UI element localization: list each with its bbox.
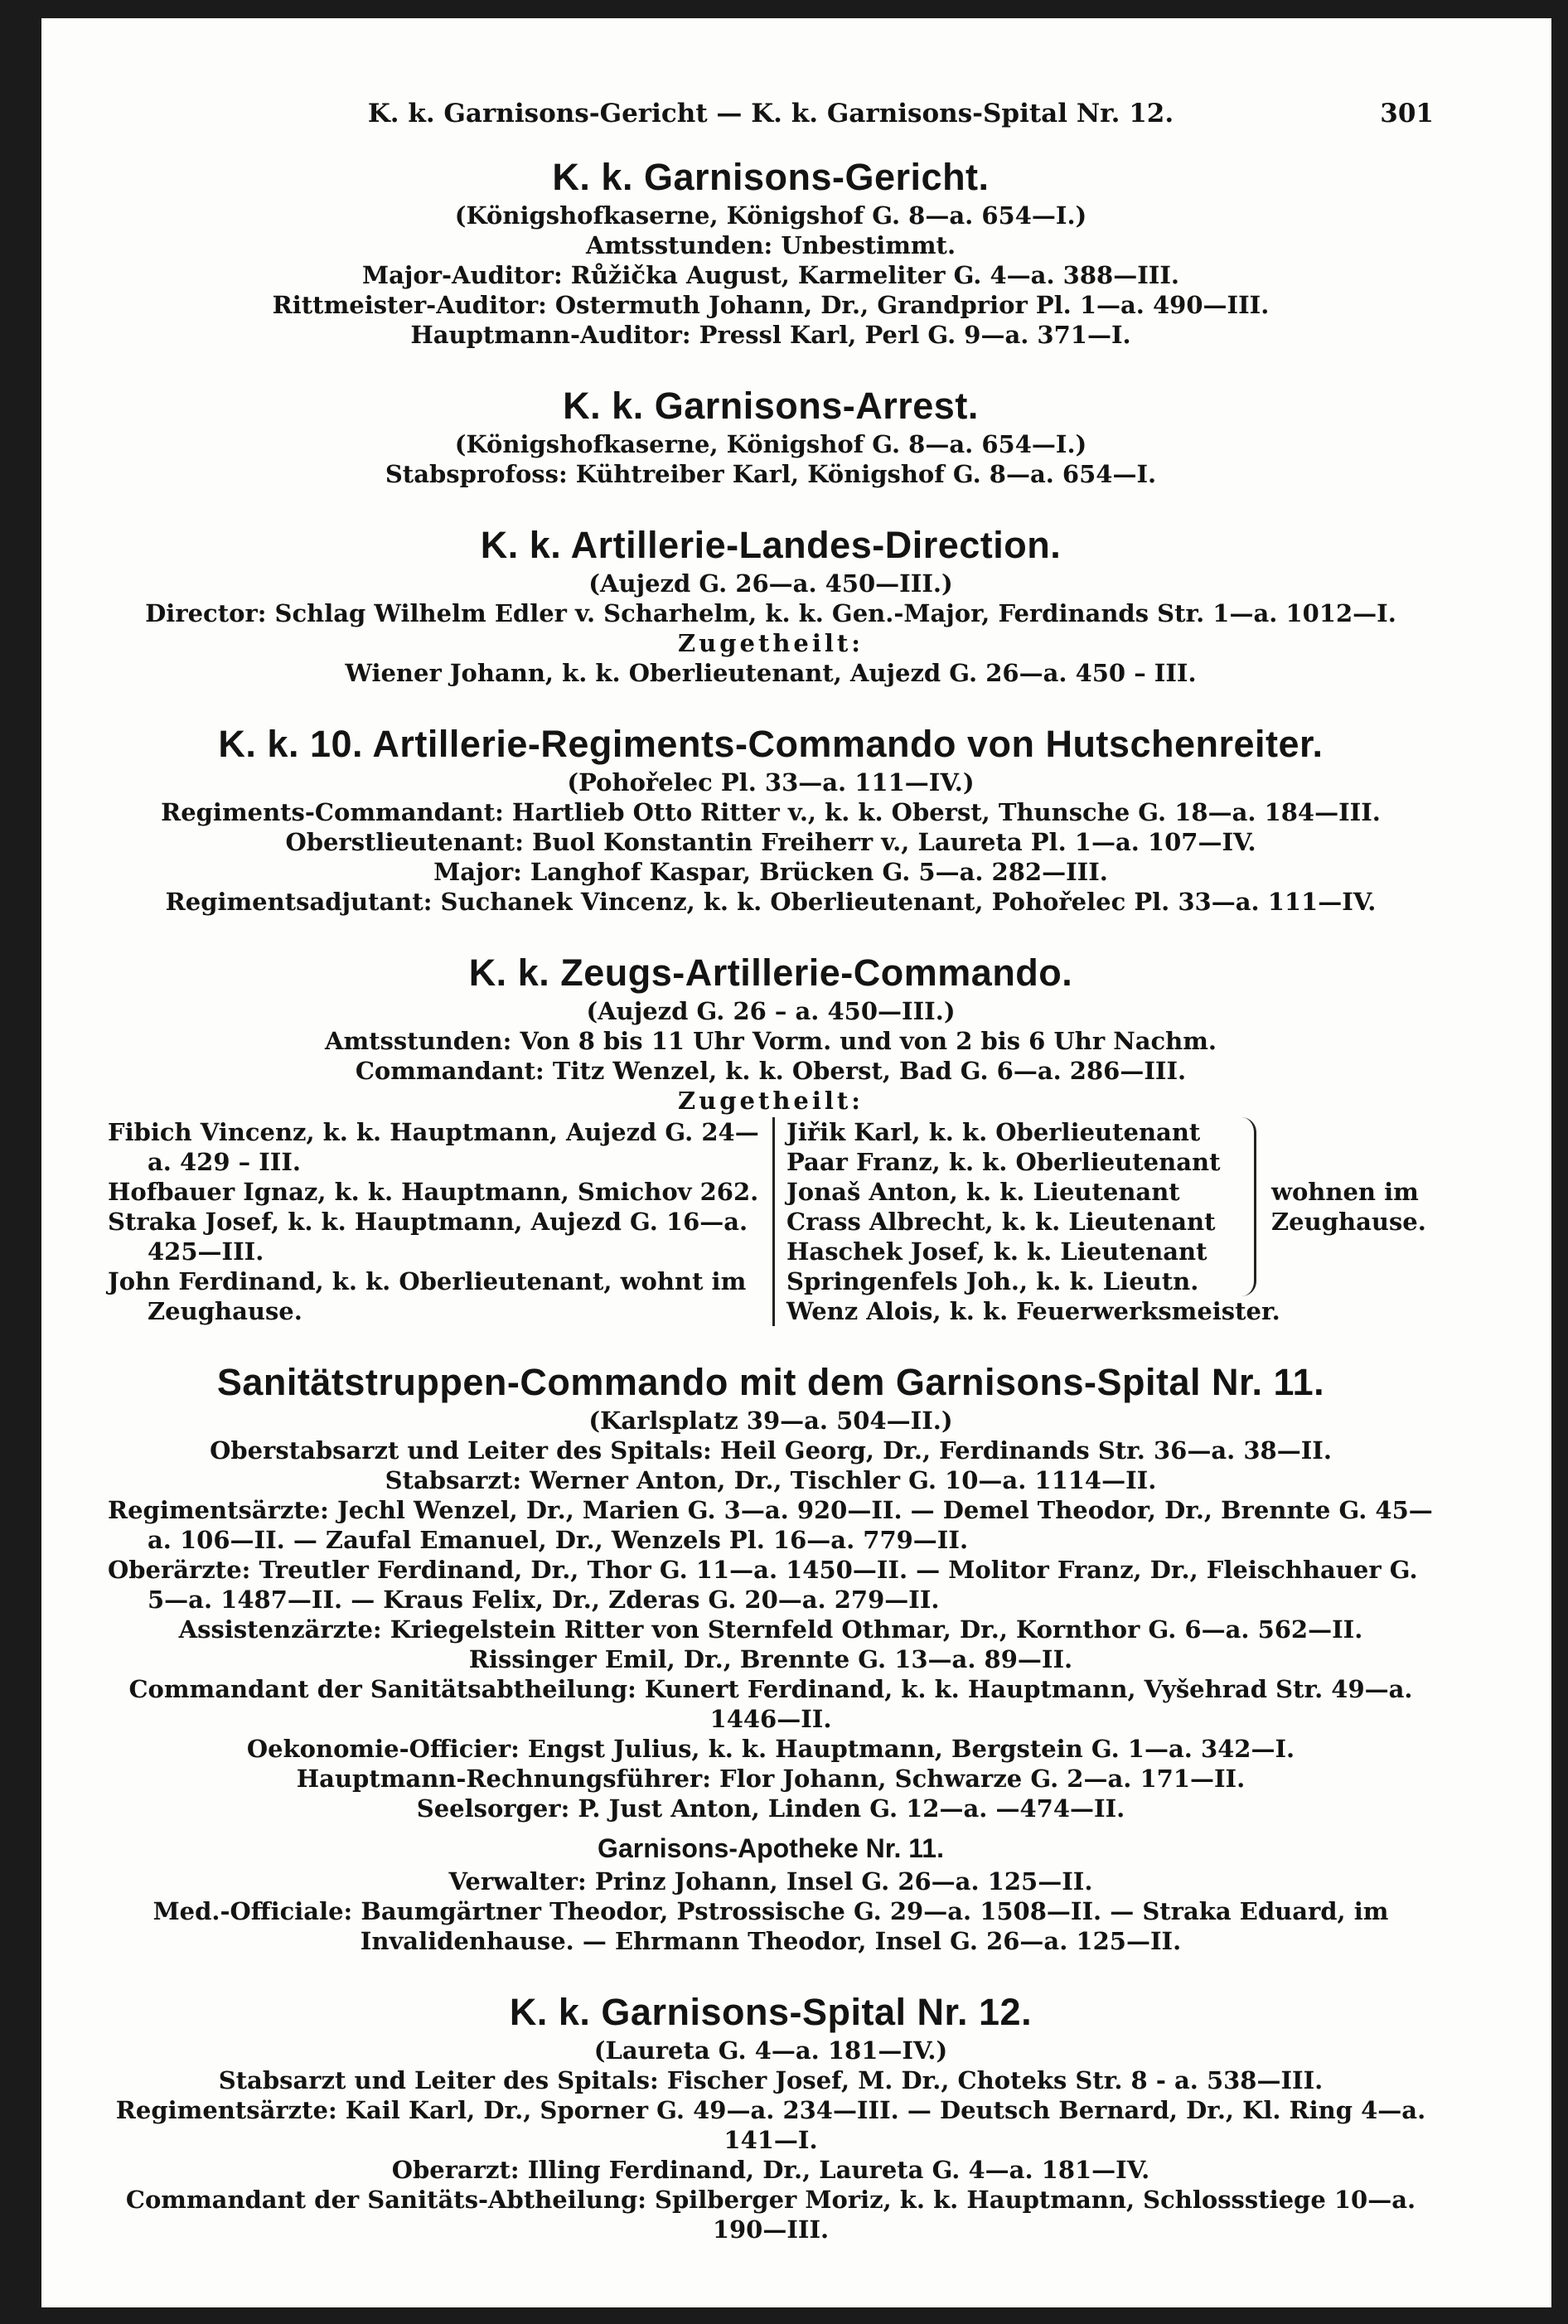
section-zeugs-artillerie xyxy=(108,950,1434,1326)
entry-line: Commandant: Titz Wenzel, k. k. Oberst, Bad G. 6—a. 286—III. xyxy=(355,1057,1187,1085)
section-garnisons-arrest xyxy=(108,383,1434,489)
zugetheilt-right-column xyxy=(786,1117,1280,1326)
list-item: Jiřik Karl, k. k. Oberlieutenant xyxy=(786,1118,1201,1146)
list-item: Paar Franz, k. k. Oberlieutenant xyxy=(786,1148,1221,1176)
page-content xyxy=(108,94,1434,2244)
list-item: Haschek Josef, k. k. Lieutenant xyxy=(786,1237,1207,1266)
entry-line: Verwalter: Prinz Johann, Insel G. 26—a. 125—II. xyxy=(448,1867,1093,1896)
running-head xyxy=(108,94,1434,133)
section-garnisons-spital-12 xyxy=(108,1989,1434,2244)
section-title: K. k. Zeugs-Artillerie-Commando. xyxy=(468,951,1073,994)
brace-note xyxy=(1271,1177,1426,1237)
entry-line: Hauptmann-Auditor: Pressl Karl, Perl G. 9—a. 371—I. xyxy=(410,321,1131,349)
entry-line: Oberstabsarzt und Leiter des Spitals: Heil Georg, Dr., Ferdinands Str. 36—a. 38—II. xyxy=(210,1436,1332,1465)
office-hours: Amtsstunden: Unbestimmt. xyxy=(585,231,956,259)
section-title: Sanitätstruppen-Commando mit dem Garnisons-Spital Nr. 11. xyxy=(216,1361,1325,1403)
column-divider xyxy=(772,1117,775,1326)
office-hours: Amtsstunden: Von 8 bis 11 Uhr Vorm. und von 2 bis 6 Uhr Nachm. xyxy=(324,1027,1217,1055)
entry-line: Commandant der Sanitätsabtheilung: Kunert Ferdinand, k. k. Hauptmann, Vyšehrad Str. 49—a. 1446—II. xyxy=(128,1675,1413,1733)
list-item: Fibich Vincenz, k. k. Hauptmann, Aujezd G. 24—a. 429 – III. xyxy=(108,1118,759,1176)
section-title: K. k. Garnisons-Gericht. xyxy=(552,156,990,198)
section-title: K. k. Garnisons-Spital Nr. 12. xyxy=(509,1991,1033,2033)
section-garnisons-gericht xyxy=(108,154,1434,350)
entry-line: Med.-Officiale: Baumgärtner Theodor, Pstrossische G. 29—a. 1508—II. — Straka Eduard, im Invalidenhause. — Ehrmann Theodor, Insel G. 26—a. 125—II. xyxy=(152,1897,1389,1955)
list-item: Crass Albrecht, k. k. Lieutenant xyxy=(786,1208,1216,1236)
zugetheilt-label: Zugetheilt: xyxy=(677,629,864,657)
section-address: (Königshofkaserne, Königshof G. 8—a. 654—I.) xyxy=(454,201,1087,230)
section-address: (Pohořelec Pl. 33—a. 111—IV.) xyxy=(567,768,975,796)
entry-line: Stabsarzt und Leiter des Spitals: Fischer Josef, M. Dr., Choteks Str. 8 - a. 538—III. xyxy=(218,2066,1324,2094)
zugetheilt-columns xyxy=(108,1117,1434,1326)
entry-line: Major-Auditor: Růžička August, Karmeliter G. 4—a. 388—III. xyxy=(362,261,1179,289)
entry-line: Wiener Johann, k. k. Oberlieutenant, Aujezd G. 26—a. 450 – III. xyxy=(345,659,1197,687)
entry-line: Commandant der Sanitäts-Abtheilung: Spilberger Moriz, k. k. Hauptmann, Schlossstiege 10—a. 190—III. xyxy=(125,2186,1416,2244)
brace xyxy=(1236,1117,1256,1296)
section-address: (Königshofkaserne, Königshof G. 8—a. 654—I.) xyxy=(454,430,1087,458)
book-page xyxy=(41,18,1551,2307)
entry-line: Rissinger Emil, Dr., Brennte G. 13—a. 89—II. xyxy=(468,1645,1073,1673)
entry-line: Rittmeister-Auditor: Ostermuth Johann, Dr., Grandprior Pl. 1—a. 490—III. xyxy=(272,291,1270,319)
running-head-title: K. k. Garnisons-Gericht — K. k. Garnisons-Spital Nr. 12. xyxy=(367,99,1174,128)
section-address: (Laureta G. 4—a. 181—IV.) xyxy=(593,2036,948,2065)
list-item: Straka Josef, k. k. Hauptmann, Aujezd G. 16—a. 425—III. xyxy=(108,1208,748,1266)
entry-line: Hauptmann-Rechnungsführer: Flor Johann, Schwarze G. 2—a. 171—II. xyxy=(296,1765,1246,1793)
entry-line: Regimentsadjutant: Suchanek Vincenz, k. k. Oberlieutenant, Pohořelec Pl. 33—a. 111—IV. xyxy=(165,888,1377,916)
zugetheilt-label: Zugetheilt: xyxy=(677,1087,864,1115)
entry-line: Stabsprofoss: Kühtreiber Karl, Königshof G. 8—a. 654—I. xyxy=(385,460,1157,488)
entry-line: Assistenzärzte: Kriegelstein Ritter von Sternfeld Othmar, Dr., Kornthor G. 6—a. 562—II. xyxy=(178,1615,1363,1644)
entry-line: Oekonomie-Officier: Engst Julius, k. k. Hauptmann, Bergstein G. 1—a. 342—I. xyxy=(246,1735,1295,1763)
section-title: K. k. Garnisons-Arrest. xyxy=(563,385,979,427)
list-item: Wenz Alois, k. k. Feuerwerksmeister. xyxy=(786,1297,1280,1325)
section-title: K. k. Artillerie-Landes-Direction. xyxy=(480,524,1062,566)
list-item: John Ferdinand, k. k. Oberlieutenant, wohnt im Zeughause. xyxy=(108,1267,747,1325)
entry-line: Oberstlieutenant: Buol Konstantin Freiherr v., Laureta Pl. 1—a. 107—IV. xyxy=(285,828,1256,856)
list-item: Hofbauer Ignaz, k. k. Hauptmann, Smichov 262. xyxy=(108,1178,759,1206)
list-item: Springenfels Joh., k. k. Lieutn. xyxy=(786,1267,1199,1295)
entry-line: Oberarzt: Illing Ferdinand, Dr., Laureta G. 4—a. 181—IV. xyxy=(391,2156,1150,2184)
entry-line: Regimentsärzte: Kail Karl, Dr., Sporner G. 49—a. 234—III. — Deutsch Bernard, Dr., Kl. Ring 4—a. 141—I. xyxy=(115,2096,1426,2154)
section-artillerie-regiment xyxy=(108,721,1434,917)
entry-line: Director: Schlag Wilhelm Edler v. Scharhelm, k. k. Gen.-Major, Ferdinands Str. 1—a. 1012—I. xyxy=(145,599,1396,627)
section-address: (Karlsplatz 39—a. 504—II.) xyxy=(588,1407,953,1435)
section-title: K. k. 10. Artillerie-Regiments-Commando von Hutschenreiter. xyxy=(218,723,1324,765)
entry-line: Oberärzte: Treutler Ferdinand, Dr., Thor G. 11—a. 1450—II. — Molitor Franz, Dr., Fleischhauer G. 5—a. 1487—II. — Kraus Felix, Dr., Zderas G. 20—a. 279—II. xyxy=(108,1556,1418,1614)
section-address: (Aujezd G. 26 – a. 450—III.) xyxy=(586,997,956,1025)
list-item: Jonaš Anton, k. k. Lieutenant xyxy=(786,1178,1180,1206)
zugetheilt-left-column xyxy=(108,1117,762,1326)
subsection-title: Garnisons-Apotheke Nr. 11. xyxy=(598,1833,944,1863)
page-number: 301 xyxy=(1380,99,1434,128)
entry-line: Seelsorger: P. Just Anton, Linden G. 12—a. —474—II. xyxy=(416,1794,1125,1823)
entry-line: Major: Langhof Kaspar, Brücken G. 5—a. 282—III. xyxy=(433,858,1108,886)
section-address: (Aujezd G. 26—a. 450—III.) xyxy=(588,569,953,598)
brace-note-line: wohnen im xyxy=(1271,1178,1419,1206)
section-artillerie-landes-direction xyxy=(108,522,1434,688)
entry-line: Stabsarzt: Werner Anton, Dr., Tischler G. 10—a. 1114—II. xyxy=(385,1466,1157,1494)
entry-line: Regimentsärzte: Jechl Wenzel, Dr., Marien G. 3—a. 920—II. — Demel Theodor, Dr., Brennte G. 45—a. 106—II. — Zaufal Emanuel, Dr., Wenzels Pl. 16—a. 779—II. xyxy=(108,1496,1433,1554)
section-sanitaetstruppen xyxy=(108,1359,1434,1956)
brace-note-line: Zeughause. xyxy=(1271,1208,1426,1236)
entry-line: Regiments-Commandant: Hartlieb Otto Ritter v., k. k. Oberst, Thunsche G. 18—a. 184—III. xyxy=(161,798,1381,826)
